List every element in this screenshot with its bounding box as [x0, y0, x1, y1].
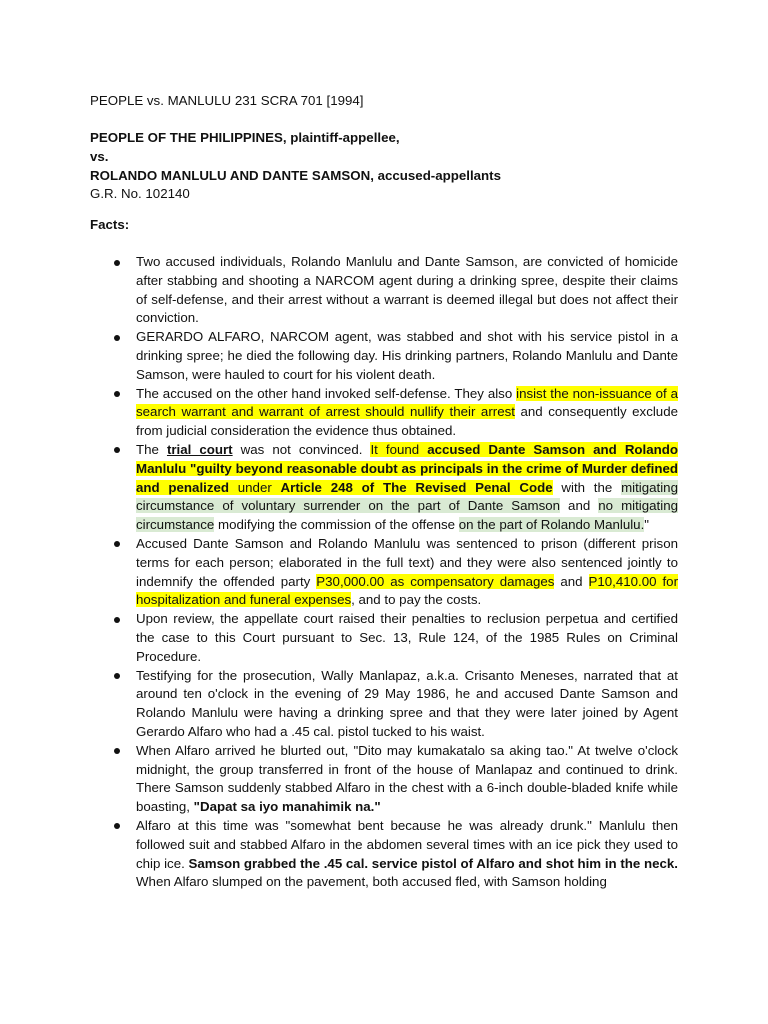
bold-text: trial court — [166, 441, 233, 457]
fact-item — [90, 328, 678, 384]
fact-text: and — [554, 573, 589, 589]
fact-text: with the — [552, 479, 622, 495]
highlighted-text: Article 248 of The Revised Penal Code — [280, 479, 553, 495]
highlighted-text: on the part of Rolando Manlulu. — [458, 517, 645, 533]
fact-item — [90, 385, 678, 441]
facts-heading: Facts: — [90, 217, 130, 232]
highlighted-text: P30,000.00 as compensatory damages — [316, 573, 555, 589]
fact-item — [90, 742, 678, 817]
fact-text: " — [644, 517, 650, 533]
fact-item — [90, 253, 678, 328]
fact-item — [90, 535, 678, 610]
fact-text: Testifying for the prosecution, Wally Manlapaz, a.k.a. Crisanto Meneses, narrated that at around ten o'clock in the evening of 29 May 1986, he and accused Dante Samson and Rolando Manlulu were having a drinking spree and that they were later joined by Agent Gerardo Alfaro who had a .45 cal. pistol tucked to his waist. — [136, 667, 678, 739]
fact-item — [90, 817, 678, 892]
highlighted-text: It found — [370, 441, 428, 457]
fact-text: and — [560, 498, 599, 514]
fact-item — [90, 441, 678, 535]
case-citation: PEOPLE vs. MANLULU 231 SCRA 701 [1994] — [90, 93, 364, 108]
fact-item — [90, 667, 678, 742]
fact-text: Two accused individuals, Rolando Manlulu and Dante Samson, are convicted of homicide after stabbing and shooting a NARCOM agent during a drinking spree, despite their claims of self-defense, and their arrest without a warrant is deemed illegal but does not affect their conviction. — [136, 254, 678, 326]
bold-text: "Dapat sa iyo manahimik na." — [193, 799, 381, 815]
fact-text: Alfaro at this time was "somewhat bent because he was already drunk." Manlulu then followed suit and stabbed Alfaro in the abdomen several times with an ice pick they used to chip ice. — [136, 817, 678, 871]
fact-text: The accused on the other hand invoked self-defense. They also — [136, 385, 517, 401]
case-parties — [90, 129, 501, 204]
bold-text: Samson grabbed the .45 cal. service pistol of Alfaro and shot him in the neck. — [188, 855, 678, 871]
highlighted-text: mitigating circumstance of voluntary surrender on the part of Dante Samson — [136, 479, 678, 514]
highlighted-text: accused Dante Samson and Rolando Manlulu "guilty beyond reasonable doubt as principals in the crime of Murder defined and penalized — [136, 441, 679, 495]
highlighted-text: insist the non-issuance of a search warrant and warrant of arrest should nullify their arrest — [136, 385, 678, 420]
fact-text: GERARDO ALFARO, NARCOM agent, was stabbed and shot with his service pistol in a drinking spree; he died the following day. His drinking partners, Rolando Manlulu and Dante Samson, were hauled to court for his violent death. — [136, 329, 678, 382]
fact-text: modifying the commission of the offense — [214, 517, 459, 533]
fact-text: Accused Dante Samson and Rolando Manlulu was sentenced to prison (different prison terms for each person; elaborated in the full text) and they were also sentenced jointly to indemnify the offended party — [136, 535, 678, 589]
highlighted-text: under — [229, 479, 281, 495]
highlighted-text: P10,410.00 for hospitalization and funeral expenses — [136, 573, 679, 608]
fact-item — [90, 610, 678, 666]
accused-line: ROLANDO MANLULU AND DANTE SAMSON, accused-appellants — [90, 167, 502, 183]
fact-text: , and to pay the costs. — [351, 592, 482, 608]
highlighted-text: no mitigating circumstance — [136, 498, 678, 533]
fact-text: was not convinced. — [232, 441, 371, 457]
fact-text: Upon review, the appellate court raised their penalties to reclusion perpetua and certified the case to this Court pursuant to Sec. 13, Rule 124, of the 1985 Rules on Criminal Procedure. — [136, 611, 678, 664]
versus-line: vs. — [90, 148, 109, 164]
fact-text: The — [136, 441, 167, 457]
fact-text: When Alfaro slumped on the pavement, both accused fled, with Samson holding — [136, 874, 607, 890]
facts-list — [90, 253, 678, 892]
fact-text: and consequently exclude from judicial consideration the evidence thus obtained. — [136, 404, 678, 439]
fact-text: When Alfaro arrived he blurted out, "Dito may kumakatalo sa aking tao." At twelve o'clock midnight, the group transferred in front of the house of Manlapaz and continued to drink. There Samson suddenly stabbed Alfaro in the chest with a 6-inch double-bladed knife while boasting, — [136, 742, 678, 815]
plaintiff-line: PEOPLE OF THE PHILIPPINES, plaintiff-appellee, — [90, 130, 400, 145]
gr-number: G.R. No. 102140 — [90, 186, 190, 202]
